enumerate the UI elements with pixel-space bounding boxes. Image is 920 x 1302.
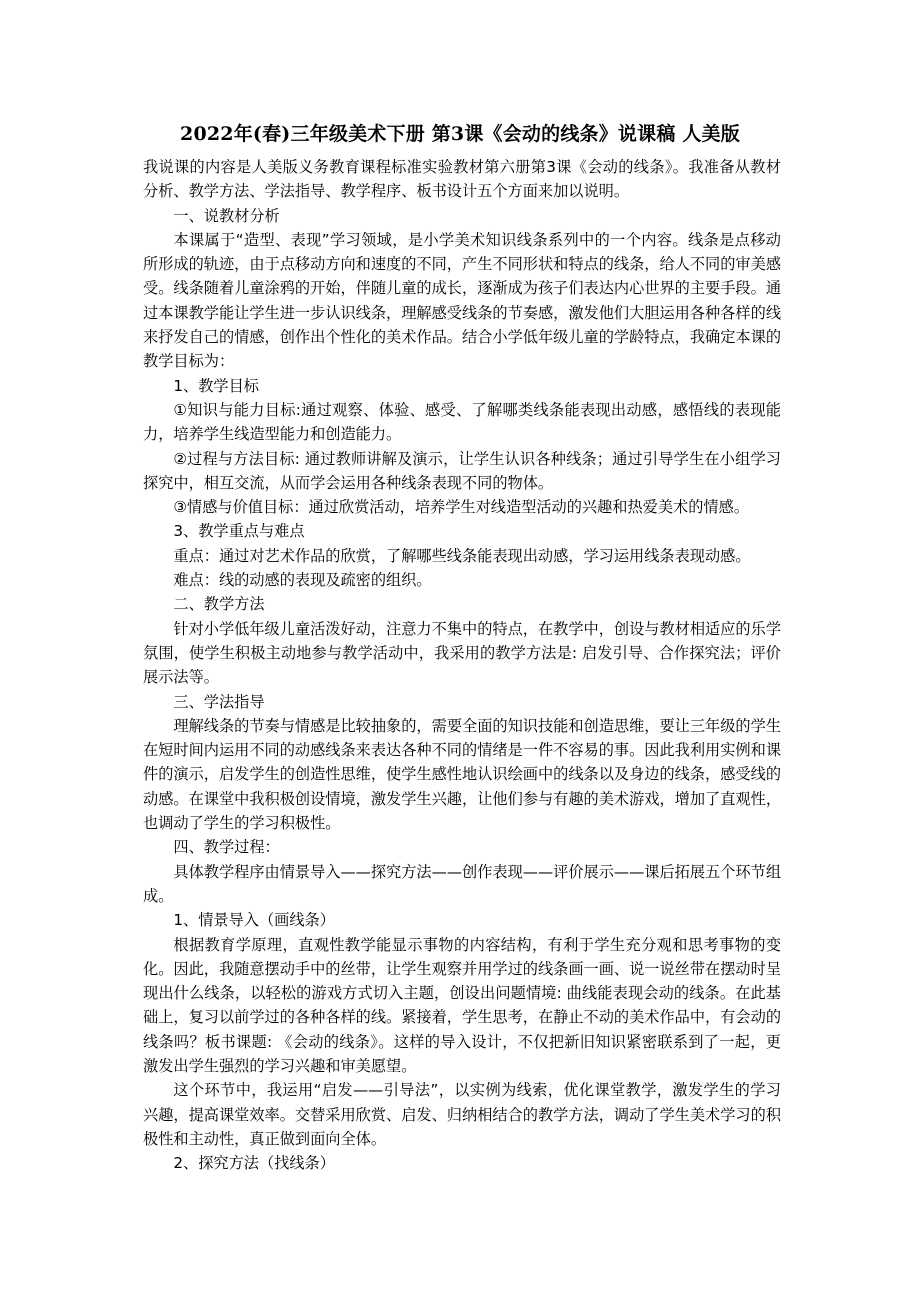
document-title: 2022年(春)三年级美术下册 第3课《会动的线条》说课稿 人美版 bbox=[180, 123, 740, 145]
paragraph-goal-process: ②过程与方法目标: 通过教师讲解及演示，让学生认识各种线条；通过引导学生在小组学习探究中，相互交流，从而学会运用各种线条表现不同的物体。 bbox=[143, 449, 781, 492]
paragraph-goal-emotion: ③情感与价值目标：通过欣赏活动，培养学生对线造型活动的兴趣和热爱美术的情感。 bbox=[173, 498, 749, 517]
document-body bbox=[143, 155, 781, 1175]
paragraph-intro: 我说课的内容是人美版义务教育课程标准实验教材第六册第3课《会动的线条》。我准备从教材分析、教学方法、学法指导、教学程序、板书设计五个方面来加以说明。 bbox=[143, 158, 781, 201]
paragraph-guidance-method: 这个环节中，我运用“启发——引导法”，以实例为线索，优化课堂教学，激发学生的学习兴趣，提高课堂效率。交替采用欣赏、启发、归纳相结合的教学方法，调动了学生美术学习的积极性和主动性，真正做到面向全体。 bbox=[143, 1081, 781, 1148]
paragraph-textbook-analysis: 本课属于“造型、表现”学习领域，是小学美术知识线条系列中的一个内容。线条是点移动所形成的轨迹，由于点移动方向和速度的不同，产生不同形状和特点的线条，给人不同的审美感受。线条随着儿童涂鸦的开始，伴随儿童的成长，逐渐成为孩子们表达内心世界的主要手段。通过本课教学能让学生进一步认识线条，理解感受线条的节奏感，激发他们大胆运用各种各样的线来抒发自己的情感，创作出个性化的美术作品。结合小学低年级儿童的学龄特点，我确定本课的教学目标为： bbox=[143, 230, 781, 371]
paragraph-key-point: 重点：通过对艺术作品的欣赏，了解哪些线条能表现出动感，学习运用线条表现动感。 bbox=[173, 546, 751, 565]
section-heading-teaching-process: 四、教学过程： bbox=[173, 838, 280, 857]
section-heading-textbook-analysis: 一、说教材分析 bbox=[173, 206, 280, 225]
section-heading-teaching-methods: 二、教学方法 bbox=[173, 595, 265, 614]
paragraph-goal-knowledge: ①知识与能力目标:通过观察、体验、感受、了解哪类线条能表现出动感，感悟线的表现能力，培养学生线造型能力和创造能力。 bbox=[143, 400, 781, 444]
paragraph-difficulty: 难点：线的动感的表现及疏密的组织。 bbox=[173, 571, 432, 590]
subheading-teaching-goals: 1、教学目标 bbox=[173, 376, 259, 395]
paragraph-process-overview: 具体教学程序由情景导入——探究方法——创作表现——评价展示——课后拓展五个环节组成。 bbox=[143, 862, 781, 905]
subheading-explore-method: 2、探究方法（找线条） bbox=[173, 1154, 335, 1173]
paragraph-scene-introduction: 根据教育学原理，直观性教学能显示事物的内容结构，有利于学生充分观和思考事物的变化。因此，我随意摆动手中的丝带，让学生观察并用学过的线条画一画、说一说丝带在摆动时呈现出什么线条，以轻松的游戏方式切入主题，创设出问题情境: 曲线能表现会动的线条。在此基础上，复习以前学过的各种各样的线。紧接着，学生思考，在静止不动的美术作品中，有会动的线条吗？板书课题: 《会动的线条》。这样的导入设计，不仅把新旧知识紧密联系到了一起，更激发出学生强烈的学习兴趣和审美愿望。 bbox=[143, 935, 781, 1075]
subheading-scene-introduction: 1、情景导入（画线条） bbox=[173, 911, 335, 930]
subheading-key-points: 3、教学重点与难点 bbox=[173, 522, 305, 541]
section-heading-learning-guidance: 三、学法指导 bbox=[173, 692, 265, 711]
paragraph-learning-guidance: 理解线条的节奏与情感是比较抽象的，需要全面的知识技能和创造思维，要让三年级的学生在短时间内运用不同的动感线条来表达各种不同的情绪是一件不容易的事。因此我利用实例和课件的演示，启发学生的创造性思维，使学生感性地认识绘画中的线条以及身边的线条，感受线的动感。在课堂中我积极创设情境，激发学生兴趣，让他们参与有趣的美术游戏，增加了直观性，也调动了学生的学习积极性。 bbox=[143, 716, 781, 833]
paragraph-teaching-methods: 针对小学低年级儿童活泼好动，注意力不集中的特点，在教学中，创设与教材相适应的乐学氛围，使学生积极主动地参与教学活动中，我采用的教学方法是: 启发引导、合作探究法；评价展示法等。 bbox=[143, 619, 781, 687]
